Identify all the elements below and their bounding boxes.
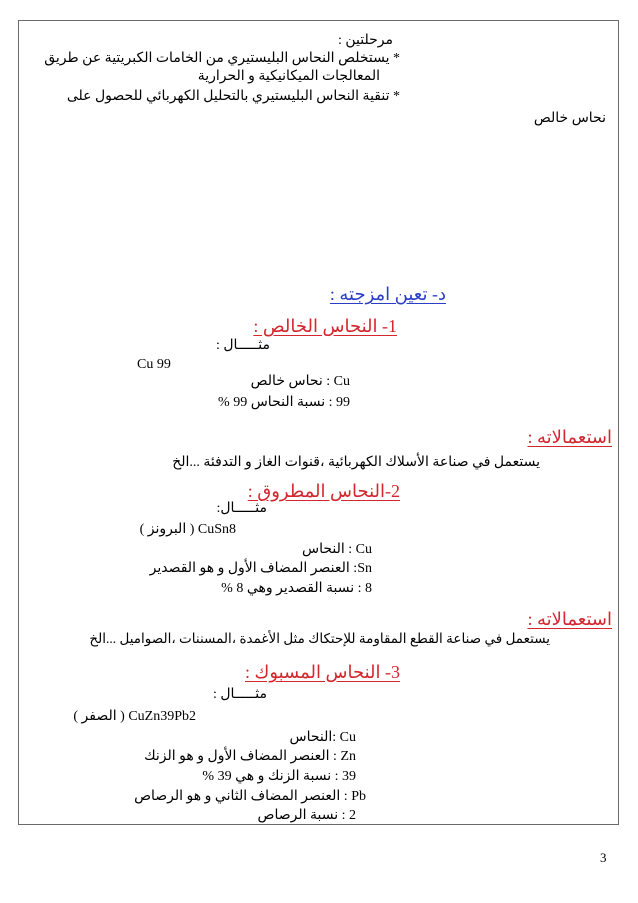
type-1-uses-title: استعمالاته : [527,427,612,447]
type-2-legend-2: Sn: العنصر المضاف الأول و هو القصدير [149,561,372,576]
type-3-title: 3- النحاس المسبوك : [244,662,400,682]
type-1-uses: يستعمل في صناعة الأسلاك الكهربائية ،قنوات الغاز و التدفئة ...الخ [172,455,540,470]
type-3-formula: CuZn39Pb2 ( الصفر ) [73,709,196,724]
type-1-formula: Cu 99 [137,357,171,372]
type-2-legend-3: 8 : نسبة القصدير وهي 8 % [221,581,372,596]
type-3-legend-5: 2 : نسبة الرصاص [257,808,356,823]
intro-line-3: * تنقية النحاس البليستيري بالتحليل الكهربائي للحصول على [66,89,400,104]
type-3-example-label: مثـــــال : [212,687,267,702]
type-2-example-label: مثـــــال: [216,501,267,516]
type-3-legend-3: 39 : نسبة الزنك و هي 39 % [202,769,356,784]
type-2-formula: CuSn8 ( البرونز ) [139,522,236,537]
type-2-uses: يستعمل في صناعة القطع المقاومة للإحتكاك مثل الأغمدة ،المسننات ،الصواميل ...الخ [89,631,550,646]
type-1-title: 1- النحاس الخالص : [253,316,397,336]
intro-label: مرحلتين : [337,33,393,48]
page-frame [18,20,619,825]
type-2-legend-1: Cu : النحاس [301,542,372,557]
type-3-legend-4: Pb : العنصر المضاف الثاني و هو الرصاص [134,789,366,804]
intro-line-1: * يستخلص النحاس البليستيري من الخامات الكبريتية عن طريق [44,51,400,66]
type-3-legend-2: Zn : العنصر المضاف الأول و هو الزنك [144,749,356,764]
section-title: د- تعين امزجته : [329,284,446,304]
type-1-legend-1: Cu : نحاس خالص [250,374,350,389]
type-2-uses-title: استعمالاته : [527,609,612,629]
page-number: 3 [600,850,607,865]
type-2-title: 2-النحاس المطروق : [247,481,400,501]
type-1-example-label: مثـــــال : [215,338,270,353]
intro-line-4: نحاس خالص [533,111,606,126]
type-3-legend-1: Cu :النحاس [289,730,356,745]
intro-line-2: المعالجات الميكانيكية و الحرارية [197,69,380,84]
type-1-legend-2: 99 : نسبة النحاس 99 % [218,395,350,410]
